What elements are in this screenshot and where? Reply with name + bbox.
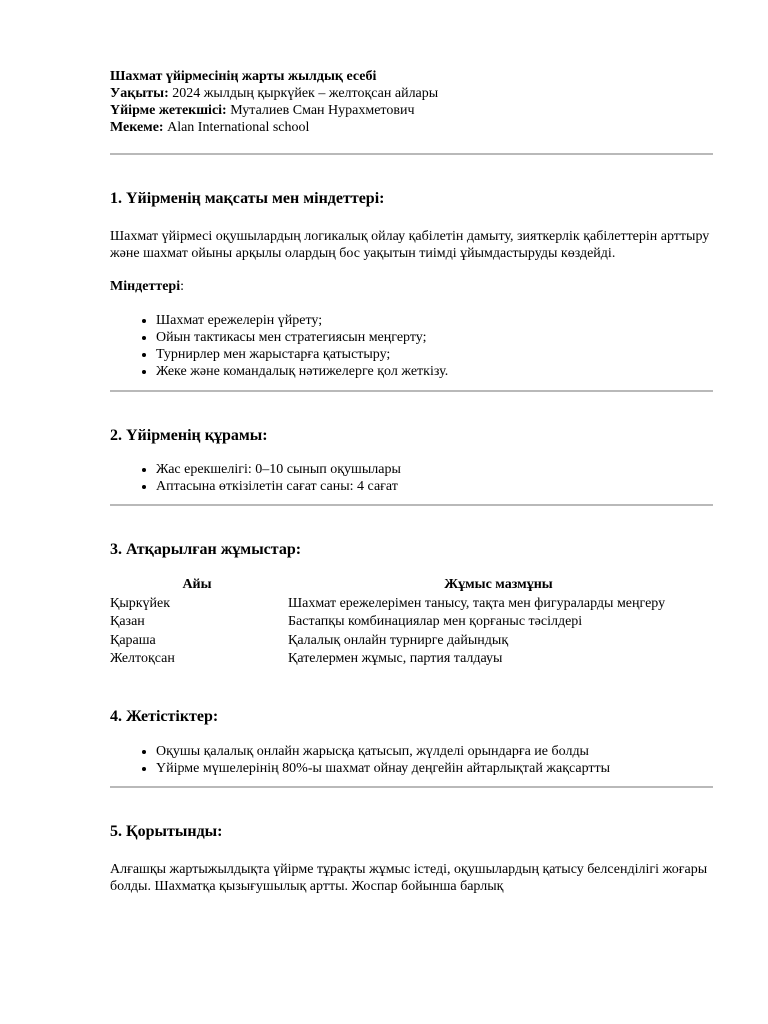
content-cell: Қателермен жұмыс, партия талдауы — [288, 651, 503, 666]
goals-paragraph: Шахмат үйірмесі оқушылардың логикалық ойлау қабілетін дамыту, зияткерлік қабілеттерін арттыру және шахмат ойыны арқылы олардың бос уақытын тиімді ұйымдастыруды көздейді. — [110, 229, 710, 261]
month-cell: Қараша — [110, 632, 156, 648]
tasks-list — [110, 312, 713, 380]
month-cell: Қазан — [110, 614, 145, 629]
conclusion-paragraph: Алғашқы жартыжылдықта үйірме тұрақты жұмыс істеді, оқушылардың қатысу белсенділігі жоғары болды. Шахматқа қызығушылық артты. Жоспар бойынша барлық — [110, 861, 708, 894]
table-header-row — [108, 576, 711, 595]
tasks-label — [110, 278, 713, 295]
divider — [110, 786, 713, 788]
section-composition-heading: 2. Үйірменің құрамы: — [110, 427, 268, 444]
leader-label: Үйірме жетекшісі: — [110, 103, 227, 118]
month-cell: Желтоқсан — [110, 651, 175, 666]
content-cell: Қалалық онлайн турнирге дайындық — [288, 632, 509, 648]
section-conclusion-heading: 5. Қорытынды: — [110, 822, 223, 840]
period-value: 2024 жылдың қыркүйек – желтоқсан айлары — [172, 86, 439, 101]
organization-label: Мекеме: — [110, 120, 164, 135]
list-item: • Жас ерекшелігі: 0–10 сынып оқушылары — [156, 461, 713, 478]
table-row — [108, 632, 711, 651]
leader-line — [110, 102, 713, 119]
period-line — [110, 85, 713, 102]
content-cell: Бастапқы комбинациялар мен қорғаныс тәсілдері — [288, 614, 583, 629]
content-cell: Шахмат ережелерімен танысу, тақта мен фигураларды меңгеру — [288, 595, 666, 611]
column-header-month: Айы — [182, 577, 212, 592]
divider — [110, 153, 713, 155]
section-work-heading: 3. Атқарылған жұмыстар: — [110, 541, 302, 558]
composition-list — [110, 461, 713, 495]
section-achievements-heading: 4. Жетістіктер: — [110, 707, 219, 725]
period-label: Уақыты: — [110, 86, 169, 101]
column-header-content: Жұмыс мазмұны — [444, 577, 553, 592]
list-item: • Шахмат ережелерін үйрету; — [156, 312, 713, 329]
table-row — [108, 595, 711, 614]
document-page — [110, 68, 713, 895]
list-item: • Турнирлер мен жарыстарға қатыстыру; — [156, 346, 713, 363]
tasks-label-colon: : — [180, 279, 184, 294]
leader-value: Муталиев Сман Нурахметович — [230, 103, 415, 118]
tasks-label-text: Міндеттері — [110, 279, 181, 294]
achievements-list — [110, 743, 713, 777]
section-goals-heading: 1. Үйірменің мақсаты мен міндеттері: — [110, 190, 385, 207]
list-item: • Ойын тактикасы мен стратегиясын меңгерту; — [156, 329, 713, 346]
organization-value: Alan International school — [167, 120, 310, 135]
list-item: • Жеке және командалық нәтижелерге қол жеткізу. — [156, 363, 713, 380]
work-table — [108, 576, 711, 669]
list-item: • Аптасына өткізілетін сағат саны: 4 сағат — [156, 478, 713, 495]
document-title: Шахмат үйірмесінің жарты жылдық есебі — [110, 69, 377, 84]
organization-line — [110, 119, 713, 136]
divider — [110, 390, 713, 392]
table-row — [108, 613, 711, 632]
list-item: • Оқушы қалалық онлайн жарысқа қатысып, жүлделі орындарға ие болды — [156, 743, 713, 760]
table-row — [108, 650, 711, 669]
list-item: • Үйірме мүшелерінің 80%-ы шахмат ойнау деңгейін айтарлықтай жақсартты — [156, 760, 713, 777]
divider — [110, 504, 713, 506]
month-cell: Қыркүйек — [110, 595, 171, 611]
